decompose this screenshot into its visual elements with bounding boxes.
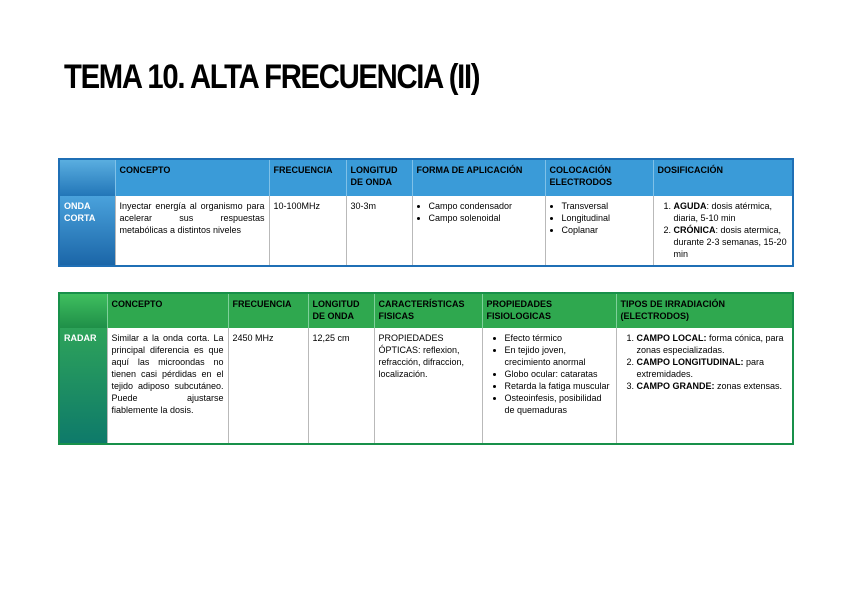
list-item bbox=[674, 200, 789, 224]
list-item: • En tejido joven, crecimiento anormal bbox=[505, 344, 612, 368]
list-item: • Efecto térmico bbox=[505, 332, 612, 344]
item-bold: AGUDA bbox=[673, 201, 707, 211]
onda-corta-table bbox=[58, 158, 794, 267]
list-item: • Osteoinfesis, posibilidad de quemaduras bbox=[505, 392, 612, 416]
item-text: forma cónica, para zonas especializadas. bbox=[636, 333, 784, 355]
list-item: • Campo solenoidal bbox=[429, 212, 541, 224]
page-title: TEMA 10. ALTA FRECUENCIA (II) bbox=[64, 58, 480, 96]
header-cell: TIPOS DE IRRADIACIÓN (ELECTRODOS) bbox=[616, 293, 793, 328]
item-text: zonas extensas. bbox=[714, 381, 783, 391]
header-cell: CONCEPTO bbox=[107, 293, 228, 328]
list-item: • Retarda la fatiga muscular bbox=[505, 380, 612, 392]
list-item bbox=[637, 380, 789, 392]
list-item: • Globo ocular: cataratas bbox=[505, 368, 612, 380]
item-text: : dosis atérmica, diaria, 5-10 min bbox=[673, 201, 773, 223]
row-label: ONDA CORTA bbox=[59, 196, 115, 266]
header-cell: PROPIEDADES FISIOLOGICAS bbox=[482, 293, 616, 328]
header-cell: FRECUENCIA bbox=[228, 293, 308, 328]
list-item bbox=[637, 332, 789, 356]
dosificacion-list bbox=[658, 200, 789, 260]
header-cell bbox=[59, 293, 107, 328]
item-bold: CRÓNICA bbox=[673, 225, 716, 235]
forma-list bbox=[417, 200, 541, 224]
frecuencia-cell: 2450 MHz bbox=[228, 328, 308, 444]
item-text: : dosis atermica, durante 2-3 semanas, 15-20 min bbox=[673, 225, 787, 259]
item-bold: CAMPO GRANDE: bbox=[636, 381, 715, 391]
frecuencia-cell: 10-100MHz bbox=[269, 196, 346, 266]
caracteristicas-cell: PROPIEDADES ÓPTICAS: reflexion, refracción, difraccion, localización. bbox=[374, 328, 482, 444]
header-cell: DOSIFICACIÓN bbox=[653, 159, 793, 196]
tipos-cell bbox=[616, 328, 793, 444]
list-item: • Coplanar bbox=[562, 224, 649, 236]
tipos-list bbox=[621, 332, 789, 392]
header-cell: FORMA DE APLICACIÓN bbox=[412, 159, 545, 196]
propiedades-list bbox=[487, 332, 612, 416]
table-row bbox=[59, 328, 793, 444]
header-cell: CONCEPTO bbox=[115, 159, 269, 196]
concepto-cell: Similar a la onda corta. La principal diferencia es que aquí las microondas no tienen casi pérdidas en el tejido adiposo subcutáneo. Puede ajustarse fiablemente la dosis. bbox=[107, 328, 228, 444]
item-bold: CAMPO LOCAL: bbox=[636, 333, 707, 343]
header-cell: FRECUENCIA bbox=[269, 159, 346, 196]
list-item: • Longitudinal bbox=[562, 212, 649, 224]
header-cell: COLOCACIÓN ELECTRODOS bbox=[545, 159, 653, 196]
list-item: • Transversal bbox=[562, 200, 649, 212]
list-item bbox=[637, 356, 789, 380]
table-row bbox=[59, 196, 793, 266]
colocacion-cell bbox=[545, 196, 653, 266]
header-cell: LONGITUD DE ONDA bbox=[346, 159, 412, 196]
list-item: • Campo condensador bbox=[429, 200, 541, 212]
radar-table bbox=[58, 292, 794, 445]
forma-cell bbox=[412, 196, 545, 266]
table-header-row bbox=[59, 293, 793, 328]
concepto-cell: Inyectar energía al organismo para acelerar sus respuestas metabólicas a distintos niveles bbox=[115, 196, 269, 266]
colocacion-list bbox=[550, 200, 649, 236]
item-bold: CAMPO LONGITUDINAL: bbox=[636, 357, 744, 367]
list-item bbox=[674, 224, 789, 260]
longitud-cell: 30-3m bbox=[346, 196, 412, 266]
header-cell bbox=[59, 159, 115, 196]
propiedades-cell bbox=[482, 328, 616, 444]
row-label: RADAR bbox=[59, 328, 107, 444]
header-cell: CARACTERÍSTICAS FISICAS bbox=[374, 293, 482, 328]
header-cell: LONGITUD DE ONDA bbox=[308, 293, 374, 328]
dosificacion-cell bbox=[653, 196, 793, 266]
item-text: para extremidades. bbox=[636, 357, 765, 379]
table-header-row bbox=[59, 159, 793, 196]
longitud-cell: 12,25 cm bbox=[308, 328, 374, 444]
